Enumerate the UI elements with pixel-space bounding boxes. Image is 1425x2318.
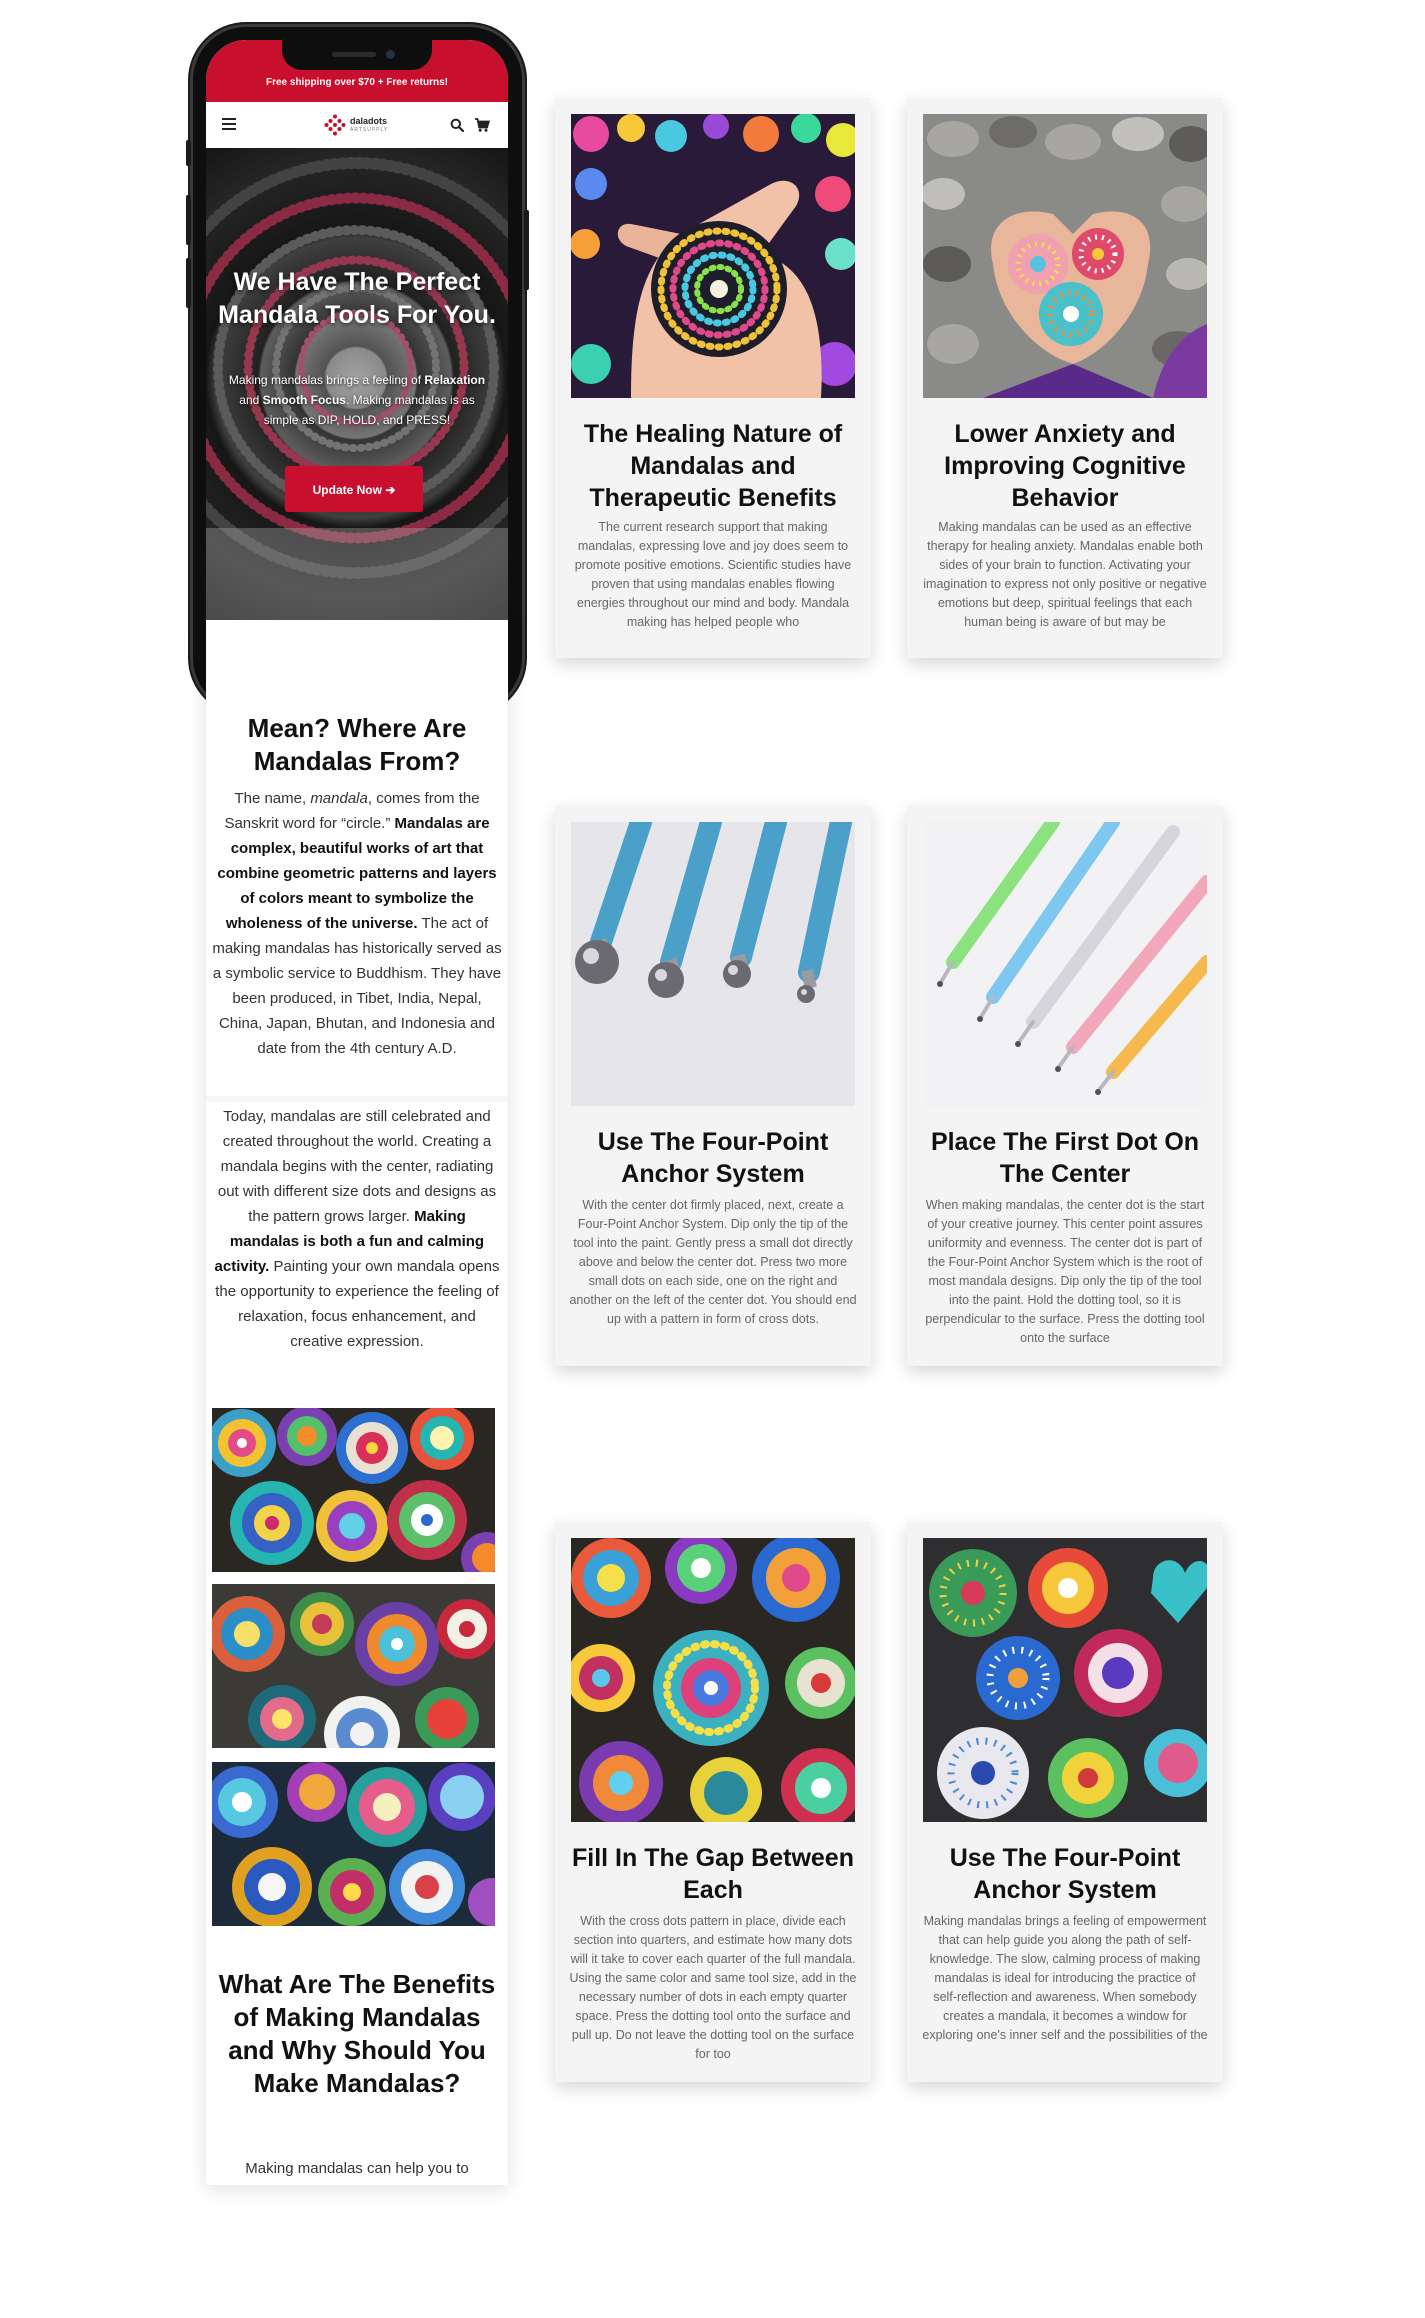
site-header <box>206 102 508 149</box>
article-heading-mandala: Mean? Where Are Mandalas From? <box>247 713 467 776</box>
article-paragraph-3: Making mandalas can help you to <box>245 2160 469 2177</box>
card-title: Use The Four-Point Anchor System <box>949 1844 1181 1904</box>
card-image-dotting-pens <box>923 822 1207 1106</box>
article-heading-benefits: What Are The Benefits of Making Mandalas and Why Should You Make Mandalas? <box>218 1969 496 2098</box>
phone-speaker <box>332 52 376 57</box>
hero-text-1: Making mandalas brings a feeling of <box>228 373 425 387</box>
hero-description <box>226 370 488 430</box>
p1-emphasis: mandala <box>310 790 368 807</box>
card-text: With the cross dots pattern in place, divide each section into quarters, and estimate how many dots will it take to cover each quarter of the full mandala. Using the same color and same tool size, add in the necessary number of dots in each empty quarter space. Press the dotting tool onto the surface and pull up. Do not leave the dotting tool on the surface for too <box>569 1914 857 2061</box>
card-healing-nature[interactable] <box>555 98 871 658</box>
card-image-ball-tools <box>571 822 855 1106</box>
card-title: The Healing Nature of Mandalas and Therapeutic Benefits <box>583 420 843 512</box>
mandala-stones-image-3 <box>212 1762 495 1926</box>
card-image-hands-pebbles <box>923 114 1207 398</box>
p2-bold: Making mandalas is both a fun and calming activity. <box>214 1208 485 1275</box>
phone-notch <box>282 40 432 70</box>
phone-volume-up-button <box>186 195 191 245</box>
p1-text: The name, <box>234 790 311 807</box>
card-image-hand-stone <box>571 114 855 398</box>
arrow-right-icon: ➔ <box>385 483 396 497</box>
hero-text-and: and <box>239 393 263 407</box>
p2-text-2: Painting your own mandala opens the opportunity to experience the feeling of relaxation, focus enhancement, and creative expression. <box>215 1258 500 1350</box>
logo-name: daladots <box>350 116 388 126</box>
card-text: The current research support that making mandalas, expressing love and joy does seem to promote positive emotions. Scientific studies have proven that using mandalas enables flowing energies throughout our mind and body. Mandala making has helped people who <box>574 520 852 629</box>
card-title: Use The Four-Point Anchor System <box>597 1128 829 1188</box>
card-title: Place The First Dot On The Center <box>930 1128 1200 1188</box>
card-fill-gap[interactable] <box>555 1522 871 2082</box>
hero-title: We Have The Perfect Mandala Tools For You. <box>218 268 496 329</box>
update-now-button[interactable] <box>285 466 423 512</box>
card-lower-anxiety[interactable] <box>907 98 1223 658</box>
phone-volume-down-button <box>186 258 191 308</box>
p1-text-2: , comes from the Sanskrit word for “circle.” <box>224 790 480 832</box>
card-image-heart-stones <box>923 1538 1207 1822</box>
phone-camera <box>386 50 395 59</box>
card-text: With the center dot firmly placed, next, create a Four-Point Anchor System. Dip only the tip of the tool into the paint. Gently press a small dot directly above and below the center dot. Press two more small dots on each side, one on the right and another on the left of the center dot. You should end up with a pattern in form of cross dots. <box>569 1198 857 1326</box>
search-icon[interactable] <box>450 118 464 132</box>
logo-subtitle: ARTSUPPLY <box>350 127 389 133</box>
card-first-dot[interactable] <box>907 806 1223 1366</box>
hero-banner <box>206 148 508 620</box>
hamburger-menu-icon[interactable] <box>222 118 236 130</box>
card-text: Making mandalas can be used as an effective therapy for healing anxiety. Mandalas enable both sides of your brain to function. Activating your imagination to express not only positive or negative emotions but deep, spiritual feelings that each human being is aware of but may be <box>923 520 1207 629</box>
p1-text-3: The act of making mandalas has historically served as a symbolic service to Buddhism. They have been produced, in Tibet, India, Nepal, China, Japan, Bhutan, and Indonesia and date from the 4th century A.D. <box>212 915 502 1057</box>
p2-text: Today, mandalas are still celebrated and created throughout the world. Creating a mandala begins with the center, radiating out with different size dots and designs as the pattern grows larger. <box>217 1108 497 1225</box>
card-title: Lower Anxiety and Improving Cognitive Behavior <box>944 420 1186 512</box>
article-column <box>206 620 508 2185</box>
phone-power-button <box>524 210 529 290</box>
card-four-point-anchor-2[interactable] <box>907 1522 1223 2082</box>
logo-dots-icon <box>324 114 346 136</box>
card-image-mandala-stones <box>571 1538 855 1822</box>
p1-bold: Mandalas are complex, beautiful works of art that combine geometric patterns and layers of colors meant to symbolize the wholeness of the universe. <box>217 815 497 932</box>
hero-text-relaxation: Relaxation <box>424 373 486 387</box>
phone-side-button <box>186 140 191 166</box>
phone-screen <box>206 40 508 712</box>
card-text: Making mandalas brings a feeling of empowerment that can help guide you along the path of self-knowledge. The slow, calming process of making mandalas is ideal for introducing the practice of self-reflection and awareness. When somebody creates a mandala, it becomes a window for exploring one's inner self and the possibilities of the <box>922 1914 1208 2042</box>
section-divider <box>206 1096 508 1102</box>
update-now-label: Update Now <box>312 483 382 497</box>
hero-text-focus: Smooth Focus <box>262 393 346 407</box>
card-text: When making mandalas, the center dot is the start of your creative journey. This center point assures uniformity and evenness. The center dot is part of the Four-Point Anchor System which is the root of most mandala designs. Dip only the tip of the tool into the paint. Hold the dotting tool, so it is perpendicular to the surface. Press the dotting tool onto the surface <box>925 1198 1205 1345</box>
article-paragraph-2 <box>212 1104 502 1354</box>
card-four-point-anchor[interactable] <box>555 806 871 1366</box>
mandala-stones-image-2 <box>212 1584 495 1748</box>
hero-text-2: . Making mandalas is as simple as DIP, HOLD, and PRESS! <box>263 393 475 427</box>
mandala-stones-image-1 <box>212 1408 495 1572</box>
promo-bar: Free shipping over $70 + Free returns! <box>206 40 508 102</box>
article-paragraph-1 <box>212 786 502 1061</box>
cart-icon[interactable] <box>474 117 490 133</box>
card-title: Fill In The Gap Between Each <box>572 1844 854 1904</box>
